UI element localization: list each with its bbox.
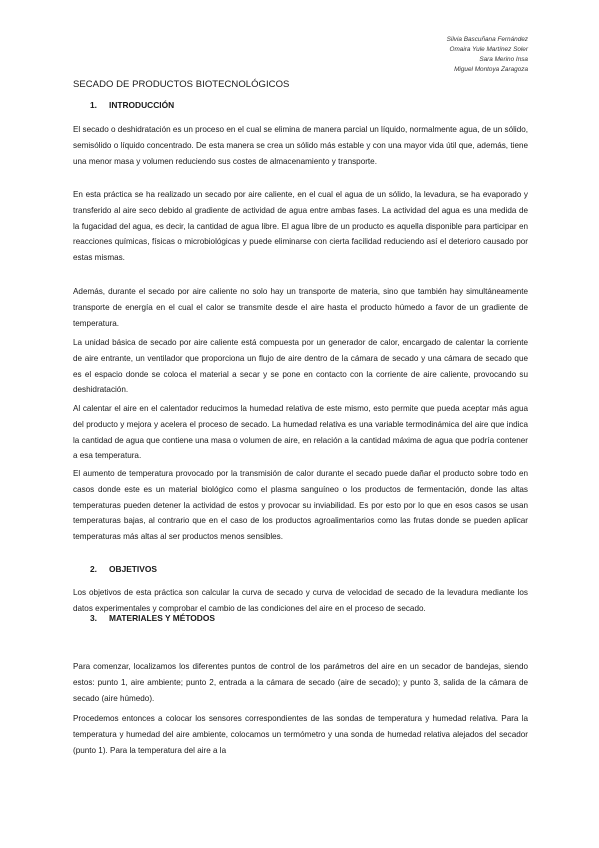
body-paragraph: En esta práctica se ha realizado un secado por aire caliente, en el cual el agua de un sólido, la levadura, se ha evaporado y transferido al aire seco debido al gradiente de actividad de agua entre ambas fases. La actividad del agua es una medida de la fugacidad del agua, es decir, la cantidad de agua libre. El agua libre de un producto es aquella disponible para participar en reacciones químicas, físicas o microbiológicas y puede eliminarse con cierta facilidad reduciendo así el deterioro causado por estas mismas. (73, 190, 528, 263)
section-label: MATERIALES Y MÉTODOS (109, 613, 215, 623)
author-list (447, 35, 528, 75)
document-title: SECADO DE PRODUCTOS BIOTECNOLÓGICOS (73, 79, 290, 90)
author-name: Miguel Montoya Zaragoza (454, 66, 528, 73)
section-label: INTRODUCCIÓN (109, 100, 175, 110)
body-paragraph: Además, durante el secado por aire caliente no solo hay un transporte de materia, sino que también hay simultáneamente transporte de energía en el cual el calor se transmite desde el aire hasta el producto húmedo a favor de un gradiente de temperatura. (73, 287, 528, 328)
section-number: 2. (90, 564, 97, 574)
author-name: Silvia Bascuñana Fernández (446, 36, 528, 43)
body-paragraph: La unidad básica de secado por aire caliente está compuesta por un generador de calor, encargado de calentar la corriente de aire entrante, un ventilador que proporciona un flujo de aire dentro de la cámara de secado y una cámara de secado que es el espacio donde se coloca el material a secar y se pone en contacto con la corriente de aire caliente, provocando su deshidratación. (73, 338, 528, 395)
body-paragraph: El secado o deshidratación es un proceso en el cual se elimina de manera parcial un líquido, normalmente agua, de un sólido, semisólido o líquido concentrado. De esta manera se crea un sólido más estable y con una mayor vida útil que, además, tiene una menor masa y volumen reduciendo sus costes de almacenamiento y transporte. (73, 125, 528, 166)
author-name: Sara Merino Insa (479, 56, 528, 63)
body-paragraph: Para comenzar, localizamos los diferentes puntos de control de los parámetros del aire en un secador de bandejas, siendo estos: punto 1, aire ambiente; punto 2, entrada a la cámara de secado (aire de secado); y punto 3, salida de la cámara de secado (aire húmedo). (73, 662, 528, 703)
section-number: 3. (90, 613, 97, 623)
section-label: OBJETIVOS (109, 564, 157, 574)
section-heading-materiales-metodos (90, 613, 215, 623)
body-paragraph: Los objetivos de esta práctica son calcular la curva de secado y curva de velocidad de secado de la levadura mediante los datos experimentales y comprobar el cambio de las condiciones del aire en el proceso de secado. (73, 588, 528, 613)
body-paragraph: Procedemos entonces a colocar los sensores correspondientes de las sondas de temperatura y humedad relativa. Para la temperatura y humedad del aire ambiente, colocamos un termómetro y una sonda de humedad relativa alejados del secador (punto 1). Para la temperatura del aire a la (73, 714, 528, 755)
author-name: Omaira Yule Martínez Soler (449, 46, 528, 53)
body-paragraph: El aumento de temperatura provocado por la transmisión de calor durante el secado puede dañar el producto sobre todo en casos donde este es un material biológico como el plasma sanguíneo o los productos de fermentación, donde las altas temperaturas pueden detener la actividad de estos y provocar su inviabilidad. Es por esto por lo que en esos casos se usan temperaturas bajas, al contrario que en el caso de los productos agroalimentarios como las frutas donde se pueden aplicar temperaturas más altas al ser productos menos sensibles. (73, 469, 528, 542)
section-heading-objetivos (90, 564, 157, 574)
body-paragraph: Al calentar el aire en el calentador reducimos la humedad relativa de este mismo, esto permite que pueda aceptar más agua del producto y mejora y acelera el proceso de secado. La humedad relativa es una variable termodinámica del aire que indica la cantidad de agua que contiene una masa o volumen de aire, en relación a la cantidad máxima de agua que podría contener a esa temperatura. (73, 404, 528, 461)
section-number: 1. (90, 100, 97, 110)
section-heading-introduccion (90, 100, 174, 110)
